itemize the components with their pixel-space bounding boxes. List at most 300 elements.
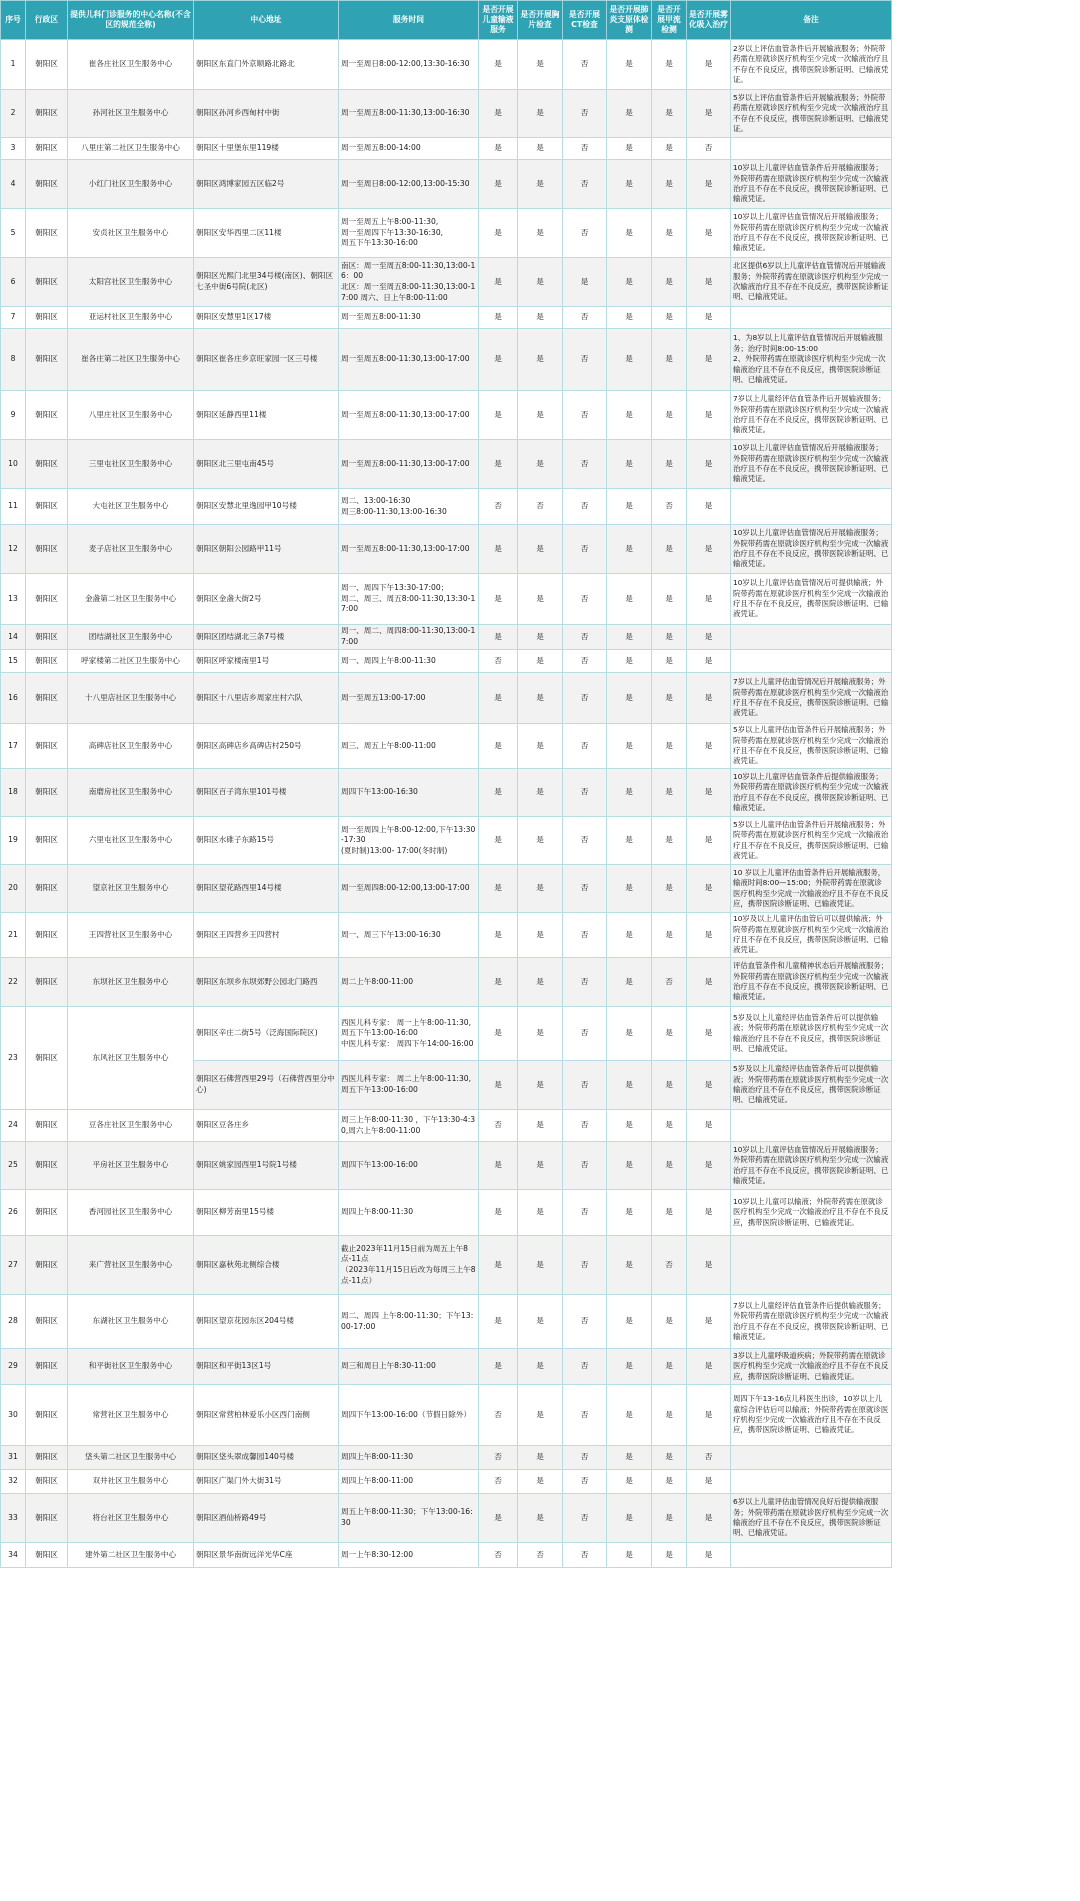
cell-note: 7岁以上儿童经评估血管条件后提供输液服务；外院带药需在原就诊医疗机构至少完成一次输液治疗且不存在不良反应，携带医院诊断证明、已输液凭证。 bbox=[731, 1295, 892, 1349]
cell-xray: 是 bbox=[518, 769, 563, 817]
cell-ct: 否 bbox=[563, 673, 607, 724]
cell-no: 7 bbox=[1, 307, 26, 329]
header-hours: 服务时间 bbox=[339, 1, 479, 40]
table-row bbox=[1, 160, 892, 209]
cell-district: 朝阳区 bbox=[26, 391, 68, 440]
cell-flu: 是 bbox=[652, 1190, 687, 1236]
cell-center-name: 十八里店社区卫生服务中心 bbox=[68, 673, 194, 724]
cell-center-name: 呼家楼第二社区卫生服务中心 bbox=[68, 650, 194, 673]
cell-mycoplasma: 是 bbox=[607, 1470, 652, 1494]
cell-ct: 否 bbox=[563, 307, 607, 329]
cell-mycoplasma: 是 bbox=[607, 1061, 652, 1110]
cell-flu: 是 bbox=[652, 769, 687, 817]
cell-hours: 周三和周日上午8:30-11:00 bbox=[339, 1349, 479, 1385]
cell-note: 10岁以上儿童评估血管情况后开展输液服务；外院带药需在原就诊医疗机构至少完成一次输液治疗且不存在不良反应，携带医院诊断证明、已输液凭证。 bbox=[731, 440, 892, 489]
cell-address: 朝阳区景华南街远洋光华C座 bbox=[194, 1543, 339, 1568]
cell-ct: 否 bbox=[563, 625, 607, 650]
cell-mycoplasma: 是 bbox=[607, 258, 652, 307]
cell-center-name: 团结湖社区卫生服务中心 bbox=[68, 625, 194, 650]
cell-hours: 周四上午8:00-11:30 bbox=[339, 1190, 479, 1236]
cell-note bbox=[731, 625, 892, 650]
header-flu: 是否开展甲流检测 bbox=[652, 1, 687, 40]
cell-nebulization: 是 bbox=[687, 329, 731, 391]
cell-flu: 否 bbox=[652, 958, 687, 1007]
cell-xray: 是 bbox=[518, 1349, 563, 1385]
cell-hours: 周一、周四下午13:30-17:00； 周二、周三、周五8:00-11:30,13:30-17:00 bbox=[339, 574, 479, 625]
table-row bbox=[1, 625, 892, 650]
cell-infusion: 是 bbox=[479, 1007, 518, 1061]
cell-no: 15 bbox=[1, 650, 26, 673]
cell-hours: 周二、13:00-16:30 周三8:00-11:30,13:00-16:30 bbox=[339, 489, 479, 525]
cell-flu: 否 bbox=[652, 489, 687, 525]
cell-district: 朝阳区 bbox=[26, 625, 68, 650]
cell-note: 3岁以上儿童呼吸道疾病；外院带药需在原就诊医疗机构至少完成一次输液治疗且不存在不良反应，携带医院诊断证明、已输液凭证。 bbox=[731, 1349, 892, 1385]
cell-hours: 周一至周五8:00-11:30,13:00-17:00 bbox=[339, 440, 479, 489]
cell-hours: 西医儿科专家： 周一上午8:00-11:30,周五下午13:00-16:00 中医儿科专家： 周四下午14:00-16:00 bbox=[339, 1007, 479, 1061]
cell-note: 10岁及以上儿童评估血管后可以提供输液；外院带药需在原就诊医疗机构至少完成一次输液治疗且不存在不良反应，携带医院诊断证明、已输液凭证。 bbox=[731, 913, 892, 958]
cell-nebulization: 是 bbox=[687, 1110, 731, 1142]
cell-center-name: 小红门社区卫生服务中心 bbox=[68, 160, 194, 209]
table-row bbox=[1, 329, 892, 391]
cell-ct: 否 bbox=[563, 958, 607, 1007]
cell-mycoplasma: 是 bbox=[607, 138, 652, 160]
cell-address: 朝阳区鸿博家园五区临2号 bbox=[194, 160, 339, 209]
cell-address: 朝阳区孙河乡西甸村中街 bbox=[194, 90, 339, 138]
cell-mycoplasma: 是 bbox=[607, 1236, 652, 1295]
table-body bbox=[1, 40, 892, 1568]
cell-ct: 否 bbox=[563, 40, 607, 90]
cell-xray: 是 bbox=[518, 1295, 563, 1349]
cell-hours: 周一、周三下午13:00-16:30 bbox=[339, 913, 479, 958]
cell-infusion: 是 bbox=[479, 391, 518, 440]
cell-no: 12 bbox=[1, 525, 26, 574]
cell-nebulization: 是 bbox=[687, 1543, 731, 1568]
cell-nebulization: 是 bbox=[687, 307, 731, 329]
cell-district: 朝阳区 bbox=[26, 307, 68, 329]
cell-no: 2 bbox=[1, 90, 26, 138]
cell-no: 26 bbox=[1, 1190, 26, 1236]
cell-address: 朝阳区朝阳公园路甲11号 bbox=[194, 525, 339, 574]
cell-address: 朝阳区金盏大街2号 bbox=[194, 574, 339, 625]
cell-address: 朝阳区光熙门北里34号楼(南区)、朝阳区七圣中街6号院(北区) bbox=[194, 258, 339, 307]
cell-xray: 是 bbox=[518, 958, 563, 1007]
table-row bbox=[1, 865, 892, 913]
cell-note: 10岁以上儿童评估血管情况后开展输液服务；外院带药需在原就诊医疗机构至少完成一次输液治疗且不存在不良反应，携带医院诊断证明、已输液凭证。 bbox=[731, 525, 892, 574]
cell-address: 朝阳区嘉秋苑北侧综合楼 bbox=[194, 1236, 339, 1295]
cell-xray: 是 bbox=[518, 209, 563, 258]
cell-no: 5 bbox=[1, 209, 26, 258]
cell-note: 10岁以上儿童评估血管情况后开展输液服务；外院带药需在原就诊医疗机构至少完成一次输液治疗且不存在不良反应，携带医院诊断证明、已输液凭证。 bbox=[731, 1142, 892, 1190]
cell-center-name: 南磨房社区卫生服务中心 bbox=[68, 769, 194, 817]
table-row bbox=[1, 769, 892, 817]
cell-district: 朝阳区 bbox=[26, 1385, 68, 1446]
table-row bbox=[1, 1110, 892, 1142]
table-row bbox=[1, 1142, 892, 1190]
cell-no: 16 bbox=[1, 673, 26, 724]
cell-district: 朝阳区 bbox=[26, 769, 68, 817]
cell-note: 周四下午13-16点儿科医生出诊，10岁以上儿童综合评估后可以输液；外院带药需在原就诊医疗机构至少完成一次输液治疗且不存在不良反应，携带医院诊断证明、已输液凭证。 bbox=[731, 1385, 892, 1446]
table-row bbox=[1, 1494, 892, 1543]
table-row bbox=[1, 574, 892, 625]
cell-note bbox=[731, 650, 892, 673]
cell-center-name: 安贞社区卫生服务中心 bbox=[68, 209, 194, 258]
cell-mycoplasma: 是 bbox=[607, 1446, 652, 1470]
cell-infusion: 是 bbox=[479, 1061, 518, 1110]
cell-hours: 周一上午8:30-12:00 bbox=[339, 1543, 479, 1568]
cell-no: 32 bbox=[1, 1470, 26, 1494]
cell-mycoplasma: 是 bbox=[607, 1110, 652, 1142]
cell-flu: 是 bbox=[652, 209, 687, 258]
cell-ct: 否 bbox=[563, 865, 607, 913]
cell-ct: 否 bbox=[563, 489, 607, 525]
cell-ct: 否 bbox=[563, 769, 607, 817]
cell-address: 朝阳区王四营乡王四营村 bbox=[194, 913, 339, 958]
cell-district: 朝阳区 bbox=[26, 138, 68, 160]
cell-hours: 周四上午8:00-11:30 bbox=[339, 1446, 479, 1470]
cell-district: 朝阳区 bbox=[26, 1446, 68, 1470]
cell-nebulization: 是 bbox=[687, 391, 731, 440]
cell-mycoplasma: 是 bbox=[607, 525, 652, 574]
cell-note: 10 岁以上儿童评估血管条件后开展输液服务，输液时间8:00—15:00；外院带药需在原就诊医疗机构至少完成一次输液治疗且不存在不良反应，携带医院诊断证明、已输液凭证。 bbox=[731, 865, 892, 913]
cell-address: 朝阳区安华西里二区11楼 bbox=[194, 209, 339, 258]
cell-xray: 是 bbox=[518, 724, 563, 769]
cell-flu: 是 bbox=[652, 724, 687, 769]
cell-no: 1 bbox=[1, 40, 26, 90]
cell-note: 10岁以上儿童评估血管条件后提供输液服务；外院带药需在原就诊医疗机构至少完成一次输液治疗且不存在不良反应，携带医院诊断证明、已输液凭证。 bbox=[731, 769, 892, 817]
cell-no: 18 bbox=[1, 769, 26, 817]
cell-no: 20 bbox=[1, 865, 26, 913]
cell-nebulization: 是 bbox=[687, 673, 731, 724]
cell-no: 17 bbox=[1, 724, 26, 769]
cell-center-name: 六里屯社区卫生服务中心 bbox=[68, 817, 194, 865]
cell-center-name: 建外第二社区卫生服务中心 bbox=[68, 1543, 194, 1568]
cell-xray: 是 bbox=[518, 1142, 563, 1190]
cell-ct: 否 bbox=[563, 329, 607, 391]
table-row bbox=[1, 489, 892, 525]
cell-nebulization: 是 bbox=[687, 769, 731, 817]
cell-ct: 否 bbox=[563, 1349, 607, 1385]
table-row bbox=[1, 391, 892, 440]
cell-hours: 周二、周四 上午8:00-11:30；下午13:00-17:00 bbox=[339, 1295, 479, 1349]
cell-district: 朝阳区 bbox=[26, 160, 68, 209]
cell-no: 27 bbox=[1, 1236, 26, 1295]
cell-xray: 是 bbox=[518, 258, 563, 307]
cell-hours: 周一、周四上午8:00-11:30 bbox=[339, 650, 479, 673]
table-row bbox=[1, 958, 892, 1007]
cell-note bbox=[731, 307, 892, 329]
cell-district: 朝阳区 bbox=[26, 1142, 68, 1190]
cell-xray: 是 bbox=[518, 817, 563, 865]
cell-center-name: 崔各庄社区卫生服务中心 bbox=[68, 40, 194, 90]
cell-district: 朝阳区 bbox=[26, 1236, 68, 1295]
cell-mycoplasma: 是 bbox=[607, 90, 652, 138]
cell-nebulization: 是 bbox=[687, 574, 731, 625]
table-row bbox=[1, 1470, 892, 1494]
cell-address: 朝阳区崔各庄乡京旺家园一区三号楼 bbox=[194, 329, 339, 391]
table-header bbox=[1, 1, 892, 40]
cell-district: 朝阳区 bbox=[26, 817, 68, 865]
cell-ct: 否 bbox=[563, 1470, 607, 1494]
cell-flu: 是 bbox=[652, 650, 687, 673]
cell-xray: 是 bbox=[518, 391, 563, 440]
table-row bbox=[1, 307, 892, 329]
cell-center-name: 来广营社区卫生服务中心 bbox=[68, 1236, 194, 1295]
cell-infusion: 是 bbox=[479, 817, 518, 865]
cell-district: 朝阳区 bbox=[26, 209, 68, 258]
cell-hours: 周一至周五8:00-11:30,13:00-16:30 bbox=[339, 90, 479, 138]
table-row bbox=[1, 209, 892, 258]
cell-nebulization: 是 bbox=[687, 440, 731, 489]
cell-note: 5岁以上评估血管条件后开展输液服务；外院带药需在原就诊医疗机构至少完成一次输液治疗且不存在不良反应，携带医院诊断证明、已输液凭证。 bbox=[731, 90, 892, 138]
cell-xray: 是 bbox=[518, 40, 563, 90]
cell-xray: 是 bbox=[518, 1236, 563, 1295]
cell-xray: 是 bbox=[518, 440, 563, 489]
cell-district: 朝阳区 bbox=[26, 1470, 68, 1494]
cell-xray: 是 bbox=[518, 1061, 563, 1110]
cell-infusion: 否 bbox=[479, 1385, 518, 1446]
cell-hours: 周一至周五8:00-11:30,13:00-17:00 bbox=[339, 329, 479, 391]
cell-hours: 南区：周一至周五8:00-11:30,13:00-16：00 北区：周一至周五8:00-11:30,13:00-17:00 周六、日上午8:00-11:00 bbox=[339, 258, 479, 307]
table-row bbox=[1, 525, 892, 574]
cell-nebulization: 是 bbox=[687, 160, 731, 209]
cell-infusion: 否 bbox=[479, 650, 518, 673]
cell-no: 33 bbox=[1, 1494, 26, 1543]
table-row bbox=[1, 1236, 892, 1295]
cell-infusion: 是 bbox=[479, 1142, 518, 1190]
cell-ct: 否 bbox=[563, 1190, 607, 1236]
cell-xray: 是 bbox=[518, 1470, 563, 1494]
cell-infusion: 是 bbox=[479, 673, 518, 724]
cell-hours: 周四上午8:00-11:00 bbox=[339, 1470, 479, 1494]
cell-hours: 周三、周五上午8:00-11:00 bbox=[339, 724, 479, 769]
cell-address: 朝阳区垡头翠成馨园140号楼 bbox=[194, 1446, 339, 1470]
cell-address: 朝阳区和平街13区1号 bbox=[194, 1349, 339, 1385]
cell-ct: 否 bbox=[563, 209, 607, 258]
cell-district: 朝阳区 bbox=[26, 258, 68, 307]
cell-note bbox=[731, 1236, 892, 1295]
cell-address: 朝阳区柳芳南里15号楼 bbox=[194, 1190, 339, 1236]
cell-district: 朝阳区 bbox=[26, 673, 68, 724]
cell-note: 5岁及以上儿童经评估血管条件后可以提供输液；外院带药需在原就诊医疗机构至少完成一次输液治疗且不存在不良反应，携带医院诊断证明、已输液凭证。 bbox=[731, 1061, 892, 1110]
cell-mycoplasma: 是 bbox=[607, 1142, 652, 1190]
table-row bbox=[1, 1007, 892, 1061]
cell-flu: 是 bbox=[652, 440, 687, 489]
cell-flu: 是 bbox=[652, 1142, 687, 1190]
cell-ct: 否 bbox=[563, 138, 607, 160]
cell-district: 朝阳区 bbox=[26, 1110, 68, 1142]
cell-hours: 周四下午13:00-16:30 bbox=[339, 769, 479, 817]
cell-ct: 否 bbox=[563, 90, 607, 138]
cell-flu: 是 bbox=[652, 1470, 687, 1494]
cell-xray: 是 bbox=[518, 138, 563, 160]
cell-ct: 否 bbox=[563, 160, 607, 209]
header-center-name: 提供儿科门诊服务的中心名称(不含区的规范全称) bbox=[68, 1, 194, 40]
cell-mycoplasma: 是 bbox=[607, 817, 652, 865]
cell-xray: 是 bbox=[518, 625, 563, 650]
cell-nebulization: 是 bbox=[687, 258, 731, 307]
cell-nebulization: 是 bbox=[687, 1295, 731, 1349]
cell-nebulization: 是 bbox=[687, 1190, 731, 1236]
cell-mycoplasma: 是 bbox=[607, 440, 652, 489]
cell-center-name: 东风社区卫生服务中心 bbox=[68, 1007, 194, 1110]
cell-infusion: 是 bbox=[479, 329, 518, 391]
cell-note: 7岁以上儿童经评估血管条件后开展输液服务；外院带药需在原就诊医疗机构至少完成一次输液治疗且不存在不良反应，携带医院诊断证明、已输液凭证。 bbox=[731, 391, 892, 440]
cell-note: 10岁以上儿童评估血管情况后可提供输液；外院带药需在原就诊医疗机构至少完成一次输液治疗且不存在不良反应，携带医院诊断证明、已输液凭证。 bbox=[731, 574, 892, 625]
cell-mycoplasma: 是 bbox=[607, 307, 652, 329]
cell-flu: 是 bbox=[652, 40, 687, 90]
cell-district: 朝阳区 bbox=[26, 40, 68, 90]
cell-note bbox=[731, 1543, 892, 1568]
cell-nebulization: 是 bbox=[687, 724, 731, 769]
table-row bbox=[1, 1543, 892, 1568]
cell-nebulization: 是 bbox=[687, 1349, 731, 1385]
cell-address: 朝阳区广渠门外大街31号 bbox=[194, 1470, 339, 1494]
cell-mycoplasma: 是 bbox=[607, 391, 652, 440]
cell-infusion: 是 bbox=[479, 40, 518, 90]
cell-no: 31 bbox=[1, 1446, 26, 1470]
cell-no: 8 bbox=[1, 329, 26, 391]
cell-infusion: 是 bbox=[479, 160, 518, 209]
cell-district: 朝阳区 bbox=[26, 1349, 68, 1385]
cell-hours: 周一至周日8:00-12:00,13:30-16:30 bbox=[339, 40, 479, 90]
cell-ct: 否 bbox=[563, 1007, 607, 1061]
cell-address: 朝阳区十里堡东里119楼 bbox=[194, 138, 339, 160]
cell-ct: 否 bbox=[563, 525, 607, 574]
cell-infusion: 是 bbox=[479, 625, 518, 650]
cell-ct: 否 bbox=[563, 574, 607, 625]
cell-flu: 是 bbox=[652, 625, 687, 650]
cell-nebulization: 是 bbox=[687, 1007, 731, 1061]
header-ct: 是否开展CT检查 bbox=[563, 1, 607, 40]
cell-hours: 周一至周五8:00-14:00 bbox=[339, 138, 479, 160]
cell-note: 5岁以上儿童评估血管条件后开展输液服务；外院带药需在原就诊医疗机构至少完成一次输液治疗且不存在不良反应，携带医院诊断证明、已输液凭证。 bbox=[731, 724, 892, 769]
cell-nebulization: 是 bbox=[687, 1470, 731, 1494]
cell-district: 朝阳区 bbox=[26, 1295, 68, 1349]
cell-center-name: 豆各庄社区卫生服务中心 bbox=[68, 1110, 194, 1142]
cell-center-name: 王四营社区卫生服务中心 bbox=[68, 913, 194, 958]
cell-center-name: 望京社区卫生服务中心 bbox=[68, 865, 194, 913]
cell-nebulization: 是 bbox=[687, 865, 731, 913]
cell-xray: 是 bbox=[518, 1494, 563, 1543]
cell-infusion: 是 bbox=[479, 1349, 518, 1385]
cell-infusion: 是 bbox=[479, 769, 518, 817]
cell-flu: 是 bbox=[652, 138, 687, 160]
header-mycoplasma: 是否开展肺炎支原体检测 bbox=[607, 1, 652, 40]
cell-note: 10岁以上儿童评估血管情况后开展输液服务；外院带药需在原就诊医疗机构至少完成一次输液治疗且不存在不良反应，携带医院诊断证明、已输液凭证。 bbox=[731, 209, 892, 258]
cell-infusion: 否 bbox=[479, 1110, 518, 1142]
cell-hours: 周一至周日8:00-12:00,13:00-15:30 bbox=[339, 160, 479, 209]
cell-note: 5岁及以上儿童经评估血管条件后可以提供输液；外院带药需在原就诊医疗机构至少完成一次输液治疗且不存在不良反应，携带医院诊断证明、已输液凭证。 bbox=[731, 1007, 892, 1061]
cell-mycoplasma: 是 bbox=[607, 160, 652, 209]
cell-note bbox=[731, 489, 892, 525]
cell-flu: 否 bbox=[652, 1236, 687, 1295]
cell-center-name: 八里庄第二社区卫生服务中心 bbox=[68, 138, 194, 160]
cell-infusion: 是 bbox=[479, 865, 518, 913]
table-row bbox=[1, 913, 892, 958]
cell-center-name: 将台社区卫生服务中心 bbox=[68, 1494, 194, 1543]
cell-note bbox=[731, 1446, 892, 1470]
cell-center-name: 垡头第二社区卫生服务中心 bbox=[68, 1446, 194, 1470]
cell-ct: 否 bbox=[563, 1385, 607, 1446]
cell-ct: 否 bbox=[563, 1494, 607, 1543]
cell-center-name: 三里屯社区卫生服务中心 bbox=[68, 440, 194, 489]
cell-address: 朝阳区东坝乡东坝郊野公园北门路西 bbox=[194, 958, 339, 1007]
cell-xray: 是 bbox=[518, 650, 563, 673]
cell-flu: 是 bbox=[652, 525, 687, 574]
cell-center-name: 孙河社区卫生服务中心 bbox=[68, 90, 194, 138]
cell-note: 6岁以上儿童评估血管情况良好后提供输液服务；外院带药需在原就诊医疗机构至少完成一次输液治疗且不存在不良反应，携带医院诊断证明、已输液凭证。 bbox=[731, 1494, 892, 1543]
cell-infusion: 是 bbox=[479, 1295, 518, 1349]
cell-infusion: 否 bbox=[479, 489, 518, 525]
cell-xray: 是 bbox=[518, 1007, 563, 1061]
cell-flu: 是 bbox=[652, 817, 687, 865]
table-row bbox=[1, 258, 892, 307]
cell-infusion: 否 bbox=[479, 1446, 518, 1470]
table-row bbox=[1, 90, 892, 138]
cell-xray: 是 bbox=[518, 1446, 563, 1470]
cell-center-name: 常营社区卫生服务中心 bbox=[68, 1385, 194, 1446]
cell-ct: 否 bbox=[563, 724, 607, 769]
cell-center-name: 大屯社区卫生服务中心 bbox=[68, 489, 194, 525]
cell-infusion: 是 bbox=[479, 913, 518, 958]
cell-mycoplasma: 是 bbox=[607, 1190, 652, 1236]
cell-mycoplasma: 是 bbox=[607, 769, 652, 817]
cell-flu: 是 bbox=[652, 673, 687, 724]
table-row bbox=[1, 440, 892, 489]
cell-hours: 周一至周五8:00-11:30 bbox=[339, 307, 479, 329]
cell-district: 朝阳区 bbox=[26, 90, 68, 138]
cell-address: 朝阳区望花路西里14号楼 bbox=[194, 865, 339, 913]
cell-infusion: 是 bbox=[479, 138, 518, 160]
cell-infusion: 是 bbox=[479, 1236, 518, 1295]
cell-xray: 是 bbox=[518, 160, 563, 209]
cell-district: 朝阳区 bbox=[26, 329, 68, 391]
cell-flu: 是 bbox=[652, 1295, 687, 1349]
cell-center-name: 金盏第二社区卫生服务中心 bbox=[68, 574, 194, 625]
cell-ct: 否 bbox=[563, 650, 607, 673]
cell-district: 朝阳区 bbox=[26, 650, 68, 673]
cell-address: 朝阳区辛庄二街5号（泛海国际院区) bbox=[194, 1007, 339, 1061]
cell-hours: 周一至周五8:00-11:30,13:00-17:00 bbox=[339, 391, 479, 440]
cell-flu: 是 bbox=[652, 258, 687, 307]
cell-xray: 是 bbox=[518, 913, 563, 958]
table-row bbox=[1, 724, 892, 769]
cell-note bbox=[731, 1110, 892, 1142]
cell-no: 22 bbox=[1, 958, 26, 1007]
cell-nebulization: 是 bbox=[687, 625, 731, 650]
cell-district: 朝阳区 bbox=[26, 440, 68, 489]
cell-xray: 是 bbox=[518, 1385, 563, 1446]
cell-flu: 是 bbox=[652, 574, 687, 625]
cell-district: 朝阳区 bbox=[26, 489, 68, 525]
cell-ct: 否 bbox=[563, 1295, 607, 1349]
cell-infusion: 是 bbox=[479, 440, 518, 489]
cell-district: 朝阳区 bbox=[26, 724, 68, 769]
cell-note: 10岁以上儿童可以输液；外院带药需在原就诊医疗机构至少完成一次输液治疗且不存在不良反应，携带医院诊断证明、已输液凭证。 bbox=[731, 1190, 892, 1236]
cell-no: 6 bbox=[1, 258, 26, 307]
cell-nebulization: 是 bbox=[687, 1494, 731, 1543]
cell-district: 朝阳区 bbox=[26, 574, 68, 625]
header-nebulization: 是否开展雾化吸入治疗 bbox=[687, 1, 731, 40]
cell-district: 朝阳区 bbox=[26, 525, 68, 574]
cell-address: 朝阳区水碓子东路15号 bbox=[194, 817, 339, 865]
cell-mycoplasma: 是 bbox=[607, 958, 652, 1007]
cell-nebulization: 是 bbox=[687, 40, 731, 90]
cell-no: 19 bbox=[1, 817, 26, 865]
cell-district: 朝阳区 bbox=[26, 1007, 68, 1110]
cell-mycoplasma: 是 bbox=[607, 329, 652, 391]
header-xray: 是否开展胸片检查 bbox=[518, 1, 563, 40]
